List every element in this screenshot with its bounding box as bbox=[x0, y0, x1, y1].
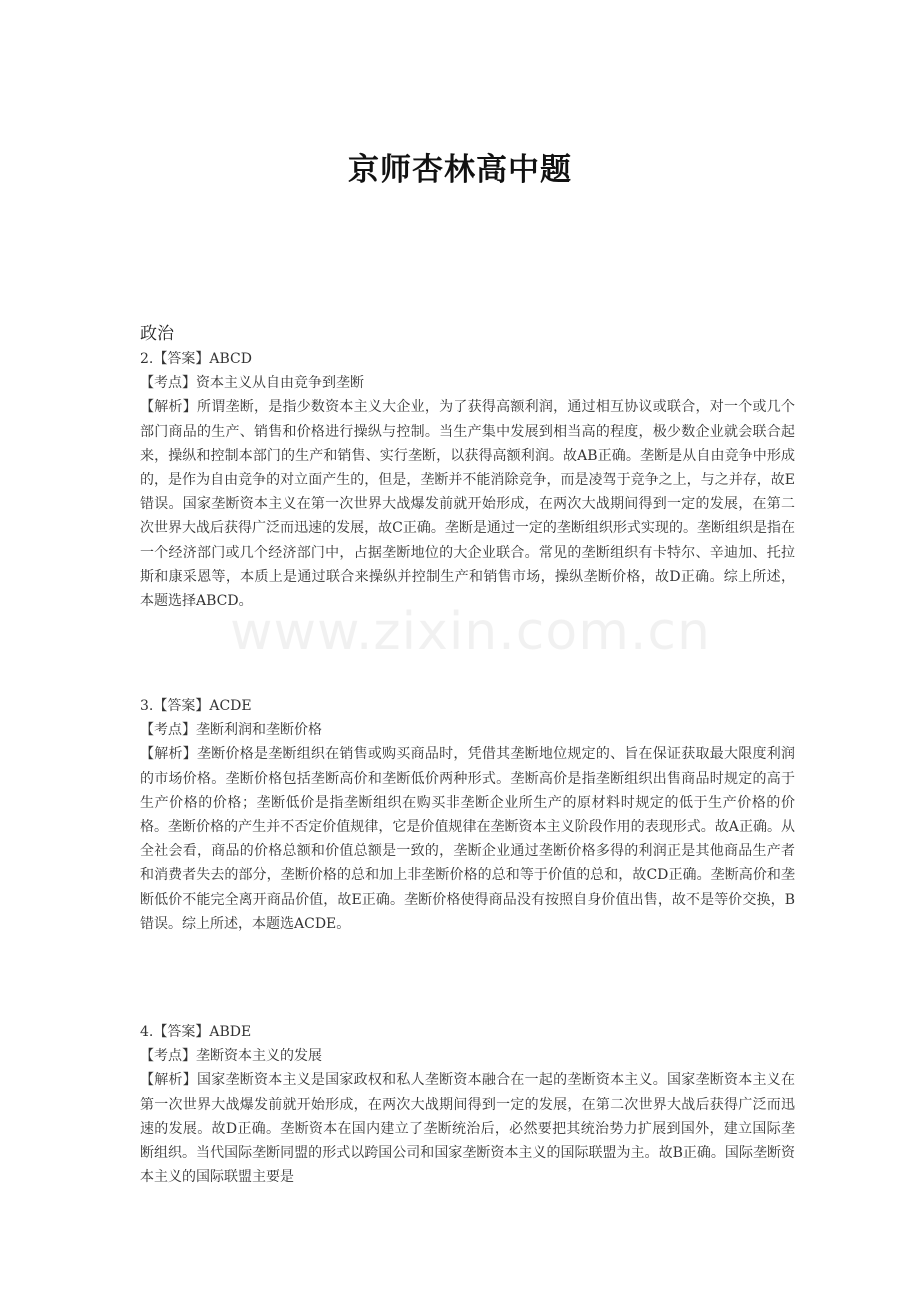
answer-line: 4.【答案】ABDE bbox=[140, 1024, 252, 1040]
topic-line: 【考点】垄断资本主义的发展 bbox=[140, 1048, 322, 1065]
watermark-text: www.zixin.com.cn bbox=[230, 602, 711, 662]
subject-heading: 政治 bbox=[140, 324, 174, 344]
question-block-4 bbox=[140, 1020, 795, 1189]
topic-line: 【考点】垄断利润和垄断价格 bbox=[140, 722, 322, 739]
document-title: 京师杏林高中题 bbox=[348, 152, 572, 188]
analysis-paragraph: 【解析】国家垄断资本主义是国家政权和私人垄断资本融合在一起的垄断资本主义。国家垄断资本主义在第一次世界大战爆发前就开始形成，在两次大战期间得到一定的发展，在第二次世界大战后获得广泛而迅速的发展。故D正确。垄断资本在国内建立了垄断统治后，必然要把其统治势力扩展到国外，建立国际垄断组织。当代国际垄断同盟的形式以跨国公司和国家垄断资本主义的国际联盟为主。故B正确。国际垄断资本主义的国际联盟主要是 bbox=[140, 1072, 795, 1186]
analysis-paragraph: 【解析】垄断价格是垄断组织在销售或购买商品时，凭借其垄断地位规定的、旨在保证获取最大限度利润的市场价格。垄断价格包括垄断高价和垄断低价两种形式。垄断高价是指垄断组织出售商品时规定的高于生产价格的价格；垄断低价是指垄断组织在购买非垄断企业所生产的原材料时规定的低于生产价格的价格。垄断价格的产生并不否定价值规律，它是价值规律在垄断资本主义阶段作用的表现形式。故A正确。从全社会看，商品的价格总额和价值总额是一致的，垄断企业通过垄断价格多得的利润正是其他商品生产者和消费者失去的部分，垄断价格的总和加上非垄断价格的总和等于价值的总和，故CD正确。垄断高价和垄断低价不能完全离开商品价值，故E正确。垄断价格使得商品没有按照自身价值出售，故不是等价交换，B错误。综上所述，本题选ACDE。 bbox=[140, 746, 795, 932]
answer-line: 2.【答案】ABCD bbox=[140, 351, 252, 367]
topic-line: 【考点】资本主义从自由竞争到垄断 bbox=[140, 375, 364, 392]
question-block-2 bbox=[140, 347, 795, 613]
question-block-3 bbox=[140, 694, 795, 936]
answer-line: 3.【答案】ACDE bbox=[140, 698, 252, 714]
analysis-paragraph: 【解析】所谓垄断，是指少数资本主义大企业，为了获得高额利润，通过相互协议或联合，对一个或几个部门商品的生产、销售和价格进行操纵与控制。当生产集中发展到相当高的程度，极少数企业就会联合起来，操纵和控制本部门的生产和销售、实行垄断，以获得高额利润。故AB正确。垄断是从自由竞争中形成的，是作为自由竞争的对立面产生的，但是，垄断并不能消除竞争，而是凌驾于竞争之上，与之并存，故E错误。国家垄断资本主义在第一次世界大战爆发前就开始形成，在两次大战期间得到一定的发展，在第二次世界大战后获得广泛而迅速的发展，故C正确。垄断是通过一定的垄断组织形式实现的。垄断组织是指在一个经济部门或几个经济部门中，占据垄断地位的大企业联合。常见的垄断组织有卡特尔、辛迪加、托拉斯和康采恩等，本质上是通过联合来操纵并控制生产和销售市场，操纵垄断价格，故D正确。综上所述，本题选择ABCD。 bbox=[140, 399, 795, 610]
